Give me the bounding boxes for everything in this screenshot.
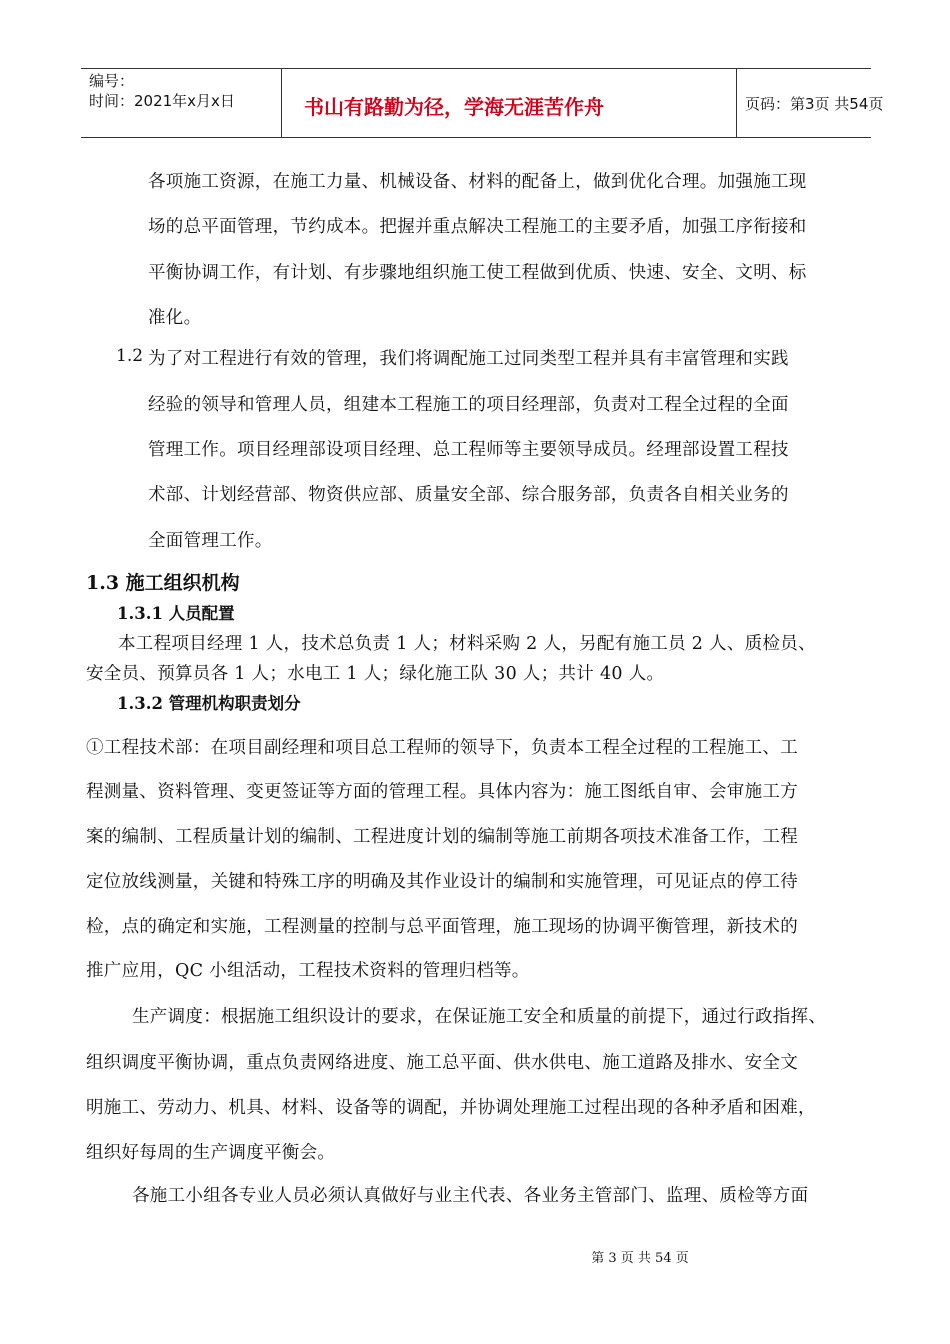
number-label: 编号： xyxy=(89,72,135,90)
s12-line: 术部、计划经营部、物资供应部、质量安全部、综合服务部，负责各自相关业务的 xyxy=(148,485,789,505)
footer-page-number: 第 3 页 共 54 页 xyxy=(591,1251,689,1266)
header-meta xyxy=(81,69,281,137)
s12-line: 管理工作。项目经理部设项目经理、总工程师等主要领导成员。经理部设置工程技 xyxy=(148,440,789,460)
para2-line: 组织调度平衡协调，重点负责网络进度、施工总平面、供水供电、施工道路及排水、安全文 xyxy=(86,1053,798,1073)
section-heading: 1.3 施工组织机构 xyxy=(86,572,240,594)
para1-line: 案的编制、工程质量计划的编制、工程进度计划的编制等施工前期各项技术准备工作，工程 xyxy=(86,827,798,847)
para1-line: 定位放线测量，关键和特殊工序的明确及其作业设计的编制和实施管理，可见证点的停工待 xyxy=(86,872,798,892)
header-motto xyxy=(281,69,737,137)
s12-line: 全面管理工作。 xyxy=(148,531,273,551)
para1-line: 程测量、资料管理、变更签证等方面的管理工程。具体内容为：施工图纸自审、会审施工方 xyxy=(86,782,798,802)
intro-line: 场的总平面管理，节约成本。把握并重点解决工程施工的主要矛盾，加强工序衔接和 xyxy=(148,217,807,237)
s12-line: 为了对工程进行有效的管理，我们将调配施工过同类型工程并具有丰富管理和实践 xyxy=(148,349,789,369)
para1-line: ①工程技术部：在项目副经理和项目总工程师的领导下，负责本工程全过程的工程施工、工 xyxy=(86,738,798,758)
intro-line: 各项施工资源，在施工力量、机械设备、材料的配备上，做到优化合理。加强施工现 xyxy=(148,172,807,192)
page-footer xyxy=(0,1247,950,1266)
para1-line: 推广应用，QC 小组活动，工程技术资料的管理归档等。 xyxy=(86,961,530,981)
time-label: 时间：2021年x月x日 xyxy=(89,92,235,110)
header-page xyxy=(737,69,884,137)
motto-text: 书山有路勤为径，学海无涯苦作舟 xyxy=(304,95,604,119)
section-number: 1.2 xyxy=(116,346,144,366)
para3-line: 各施工小组各专业人员必须认真做好与业主代表、各业务主管部门、监理、质检等方面 xyxy=(132,1186,809,1206)
s131-line: 安全员、预算员各 1 人；水电工 1 人；绿化施工队 30 人；共计 40 人。 xyxy=(86,664,665,684)
s12-line: 经验的领导和管理人员，组建本工程施工的项目经理部，负责对工程全过程的全面 xyxy=(148,395,789,415)
page-header xyxy=(81,68,884,138)
s131-line: 本工程项目经理 1 人，技术总负责 1 人；材料采购 2 人，另配有施工员 2 人、质检员、 xyxy=(118,634,816,654)
para2-line: 明施工、劳动力、机具、材料、设备等的调配，并协调处理施工过程出现的各种矛盾和困难， xyxy=(86,1098,816,1118)
page-label: 页码：第3页 共54页 xyxy=(745,95,884,113)
subsection-heading: 1.3.1 人员配置 xyxy=(117,604,235,623)
subsection-heading: 1.3.2 管理机构职责划分 xyxy=(117,694,301,713)
para2-line: 组织好每周的生产调度平衡会。 xyxy=(86,1143,336,1163)
intro-line: 平衡协调工作，有计划、有步骤地组织施工使工程做到优质、快速、安全、文明、标 xyxy=(148,263,807,283)
para2-line: 生产调度：根据施工组织设计的要求，在保证施工安全和质量的前提下，通过行政指挥、 xyxy=(132,1007,827,1027)
para1-line: 检，点的确定和实施，工程测量的控制与总平面管理，施工现场的协调平衡管理，新技术的 xyxy=(86,917,798,937)
intro-line: 准化。 xyxy=(148,308,202,328)
